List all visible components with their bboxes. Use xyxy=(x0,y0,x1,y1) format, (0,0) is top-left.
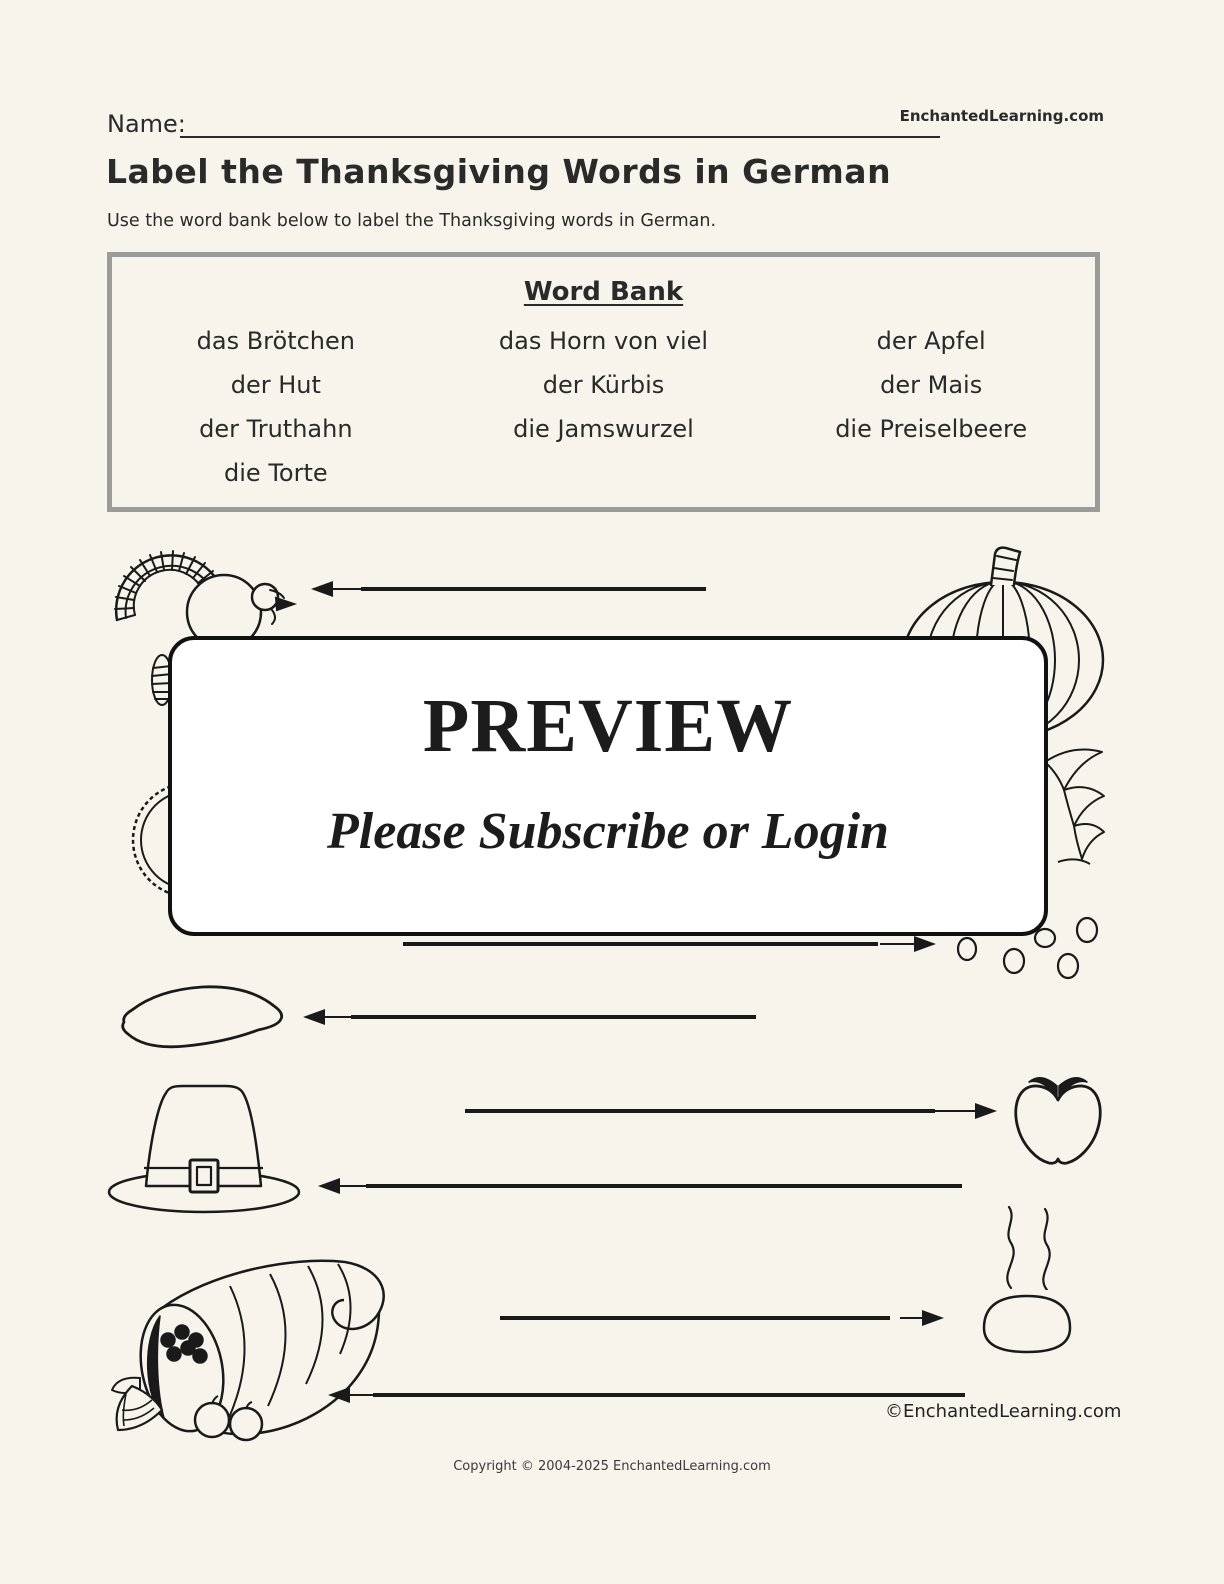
word-bank-heading: Word Bank xyxy=(523,277,684,307)
word-bank-column-3 xyxy=(767,319,1095,495)
page-title: Label the Thanksgiving Words in German xyxy=(106,152,892,191)
word-bank-column-1 xyxy=(112,319,440,495)
word-bank-box xyxy=(107,252,1100,512)
instructions-text: Use the word bank below to label the Thanksgiving words in German. xyxy=(107,211,717,231)
word-bank-grid xyxy=(112,319,1095,495)
arrow-left-icon xyxy=(318,1178,340,1194)
watermark-link[interactable]: ©EnchantedLearning.com xyxy=(885,1401,1122,1422)
word-item: die Torte xyxy=(224,459,328,487)
arrow-left-icon xyxy=(303,1009,325,1025)
word-bank-column-2 xyxy=(440,319,768,495)
arrow-right-icon xyxy=(914,936,936,952)
answer-line-cranberries xyxy=(403,934,936,954)
preview-title: PREVIEW xyxy=(422,684,794,768)
corn-husk-illustration xyxy=(1042,742,1107,867)
word-item: das Brötchen xyxy=(196,327,355,355)
cornucopia-illustration xyxy=(110,1248,405,1448)
apple-illustration xyxy=(1013,1072,1103,1167)
pilgrim-hat-illustration xyxy=(104,1082,309,1214)
preview-overlay[interactable] xyxy=(168,636,1048,936)
steam-icon xyxy=(995,1205,1065,1290)
answer-line-cornucopia xyxy=(328,1385,965,1405)
word-item: die Jamswurzel xyxy=(513,415,694,443)
arrow-left-icon xyxy=(311,581,333,597)
answer-line-apple xyxy=(465,1101,997,1121)
yam-illustration xyxy=(118,982,293,1054)
arrow-right-icon xyxy=(922,1310,944,1326)
copyright-text: Copyright © 2004-2025 EnchantedLearning.com xyxy=(453,1459,771,1474)
arrow-right-icon xyxy=(975,1103,997,1119)
bread-roll-illustration xyxy=(976,1292,1078,1356)
word-item: die Preiselbeere xyxy=(835,415,1028,443)
name-blank-line xyxy=(180,116,940,138)
word-item: der Apfel xyxy=(876,327,986,355)
word-item: der Truthahn xyxy=(199,415,353,443)
word-item: der Hut xyxy=(230,371,321,399)
arrow-left-icon xyxy=(328,1387,350,1403)
word-item: der Kürbis xyxy=(542,371,665,399)
word-item: das Horn von viel xyxy=(498,327,709,355)
answer-line-hat xyxy=(318,1176,962,1196)
answer-line-turkey xyxy=(311,579,706,599)
answer-line-bread-roll xyxy=(500,1308,944,1328)
name-label: Name: xyxy=(107,110,186,138)
word-item: der Mais xyxy=(880,371,983,399)
site-header-link[interactable]: EnchantedLearning.com xyxy=(899,107,1104,125)
preview-subtitle: Please Subscribe or Login xyxy=(327,803,889,860)
answer-line-yam xyxy=(303,1007,756,1027)
